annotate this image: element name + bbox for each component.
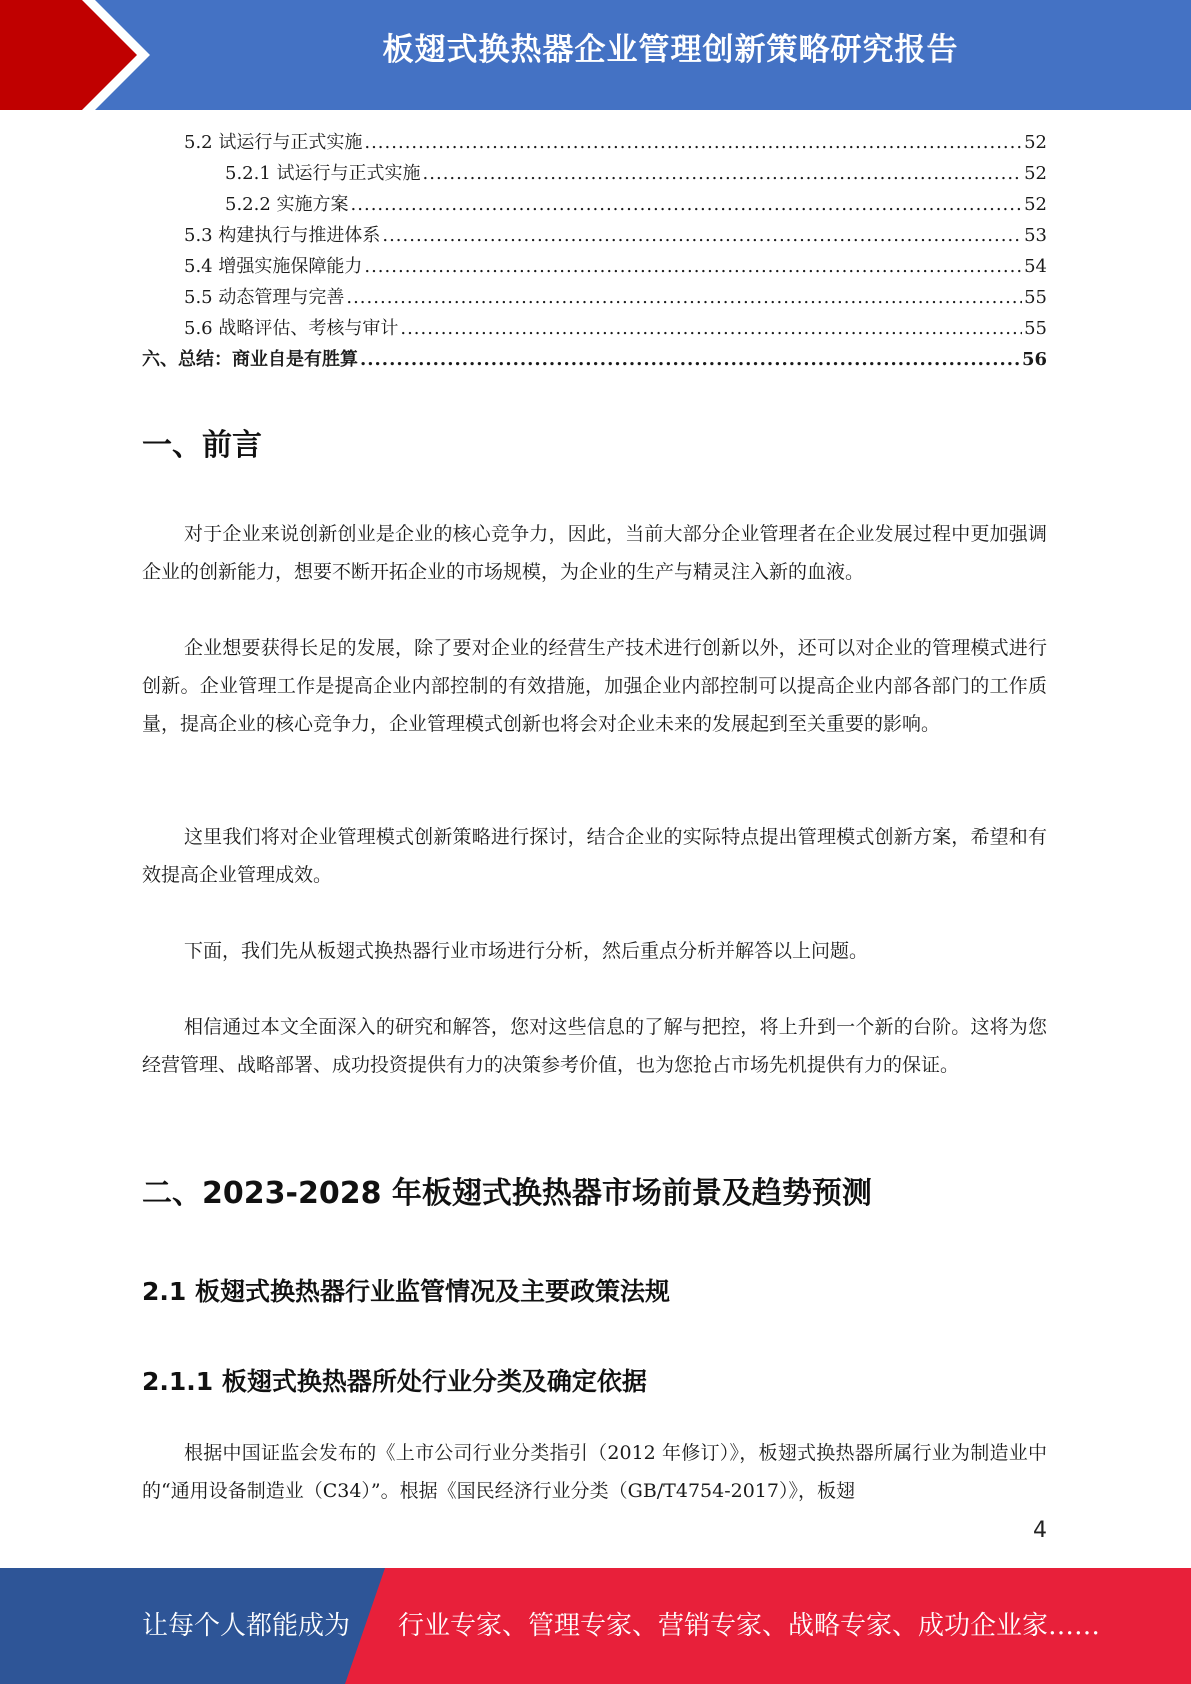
toc-leader-dots (364, 256, 1022, 277)
toc-entry-label: 5.6 战略评估、考核与审计 (184, 318, 399, 339)
toc-entry[interactable] (142, 345, 1047, 376)
toc-entry[interactable] (142, 283, 1047, 314)
toc-entry-page: 55 (1024, 318, 1047, 339)
subsection-heading: 2.1.1 板翅式换热器所处行业分类及确定依据 (142, 1367, 647, 1396)
toc-entry-label: 5.4 增强实施保障能力 (184, 256, 363, 277)
body-paragraph: 这里我们将对企业管理模式创新策略进行探讨，结合企业的实际特点提出管理模式创新方案，希望和有效提高企业管理成效。 (142, 826, 1047, 886)
toc-leader-dots (423, 163, 1023, 184)
toc-entry-label: 5.3 构建执行与推进体系 (184, 225, 381, 246)
toc-leader-dots (346, 287, 1022, 308)
body-paragraph: 对于企业来说创新创业是企业的核心竞争力，因此，当前大部分企业管理者在企业发展过程中更加强调企业的创新能力，想要不断开拓企业的市场规模，为企业的生产与精灵注入新的血液。 (142, 523, 1047, 583)
footer-slogan-right: 行业专家、管理专家、营销专家、战略专家、成功企业家…… (398, 1611, 1101, 1641)
toc-entry-label: 5.2.1 试运行与正式实施 (225, 163, 421, 184)
toc-entry-label: 六、总结：商业自是有胜算 (142, 349, 358, 370)
toc-entry[interactable] (142, 252, 1047, 283)
footer-banner (0, 1568, 1191, 1684)
footer-slogan-left: 让每个人都能成为 (142, 1611, 351, 1641)
body-paragraph: 企业想要获得长足的发展，除了要对企业的经营生产技术进行创新以外，还可以对企业的管理模式进行创新。企业管理工作是提高企业内部控制的有效措施，加强企业内部控制可以提高企业内部各部门的工作质量，提高企业的核心竞争力，企业管理模式创新也将会对企业未来的发展起到至关重要的影响。 (142, 637, 1047, 735)
body-paragraph: 下面，我们先从板翅式换热器行业市场进行分析，然后重点分析并解答以上问题。 (184, 940, 869, 962)
toc-entry[interactable] (142, 128, 1047, 159)
page-number: 4 (1033, 1518, 1047, 1543)
table-of-contents (142, 128, 1047, 376)
header-arrow-icon (0, 0, 150, 110)
toc-leader-dots (360, 349, 1020, 370)
toc-entry-page: 54 (1024, 256, 1047, 277)
report-title: 板翅式换热器企业管理创新策略研究报告 (382, 32, 959, 68)
toc-leader-dots (400, 318, 1022, 339)
preface-heading: 一、前言 (142, 428, 262, 463)
body-paragraph: 相信通过本文全面深入的研究和解答，您对这些信息的了解与把控，将上升到一个新的台阶。这将为您经营管理、战略部署、成功投资提供有力的决策参考价值，也为您抢占市场先机提供有力的保证。 (142, 1016, 1047, 1076)
toc-entry-label: 5.2 试运行与正式实施 (184, 132, 363, 153)
toc-leader-dots (351, 194, 1023, 215)
toc-leader-dots (364, 132, 1022, 153)
toc-entry[interactable] (142, 221, 1047, 252)
toc-entry[interactable] (142, 314, 1047, 345)
header-banner (0, 0, 1191, 110)
body-paragraph: 根据中国证监会发布的《上市公司行业分类指引（2012 年修订）》，板翅式换热器所属行业为制造业中的“通用设备制造业（C34）”。根据《国民经济行业分类（GB/T4754-2017）》，板翅 (142, 1442, 1047, 1502)
toc-entry-page: 52 (1024, 194, 1047, 215)
toc-entry-label: 5.5 动态管理与完善 (184, 287, 345, 308)
toc-entry-page: 56 (1021, 349, 1047, 370)
toc-entry-page: 53 (1024, 225, 1047, 246)
toc-entry-label: 5.2.2 实施方案 (225, 194, 349, 215)
market-heading: 二、2023-2028 年板翅式换热器市场前景及趋势预测 (142, 1176, 872, 1211)
toc-leader-dots (382, 225, 1022, 246)
toc-entry-page: 55 (1024, 287, 1047, 308)
toc-entry-page: 52 (1024, 132, 1047, 153)
toc-entry[interactable] (142, 159, 1047, 190)
toc-entry[interactable] (142, 190, 1047, 221)
toc-entry-page: 52 (1024, 163, 1047, 184)
subsection-heading: 2.1 板翅式换热器行业监管情况及主要政策法规 (142, 1277, 670, 1306)
